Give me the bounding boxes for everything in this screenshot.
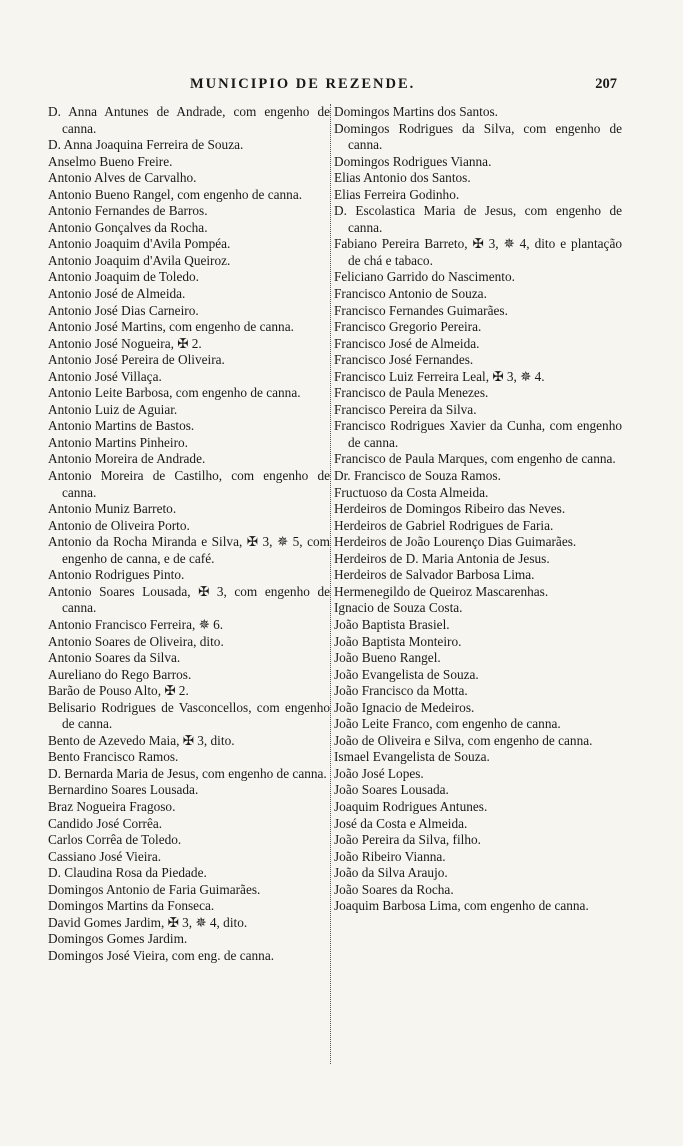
list-item: Francisco de Paula Marques, com engenho de canna. — [334, 451, 616, 467]
list-item: Francisco Rodrigues Xavier da Cunha, com engenho de canna. — [334, 418, 622, 450]
left-column — [48, 104, 330, 964]
list-item: Feliciano Garrido do Nascimento. — [334, 269, 515, 285]
list-item: Domingos Rodrigues da Silva, com engenho de canna. — [334, 120, 622, 153]
list-item: Bento de Azevedo Maia, ✠ 3, dito. — [48, 732, 235, 748]
list-item: João Bueno Rangel. — [334, 650, 441, 666]
list-item: Dr. Francisco de Souza Ramos. — [334, 468, 501, 484]
list-item: Francisco José Fernandes. — [334, 352, 474, 368]
list-item: Antonio José Villaça. — [48, 368, 162, 384]
list-item: Hermenegildo de Queiroz Mascarenhas. — [334, 583, 549, 599]
list-item: Francisco Antonio de Souza. — [334, 286, 487, 302]
list-item: Antonio José Pereira de Oliveira. — [48, 352, 225, 368]
list-item: Antonio Soares de Oliveira, dito. — [48, 633, 224, 649]
list-item: João Soares Lousada. — [334, 782, 449, 798]
list-item: Antonio Moreira de Andrade. — [48, 451, 206, 467]
list-item: João Pereira da Silva, filho. — [334, 832, 481, 848]
column-divider — [330, 104, 331, 1064]
list-item: Barão de Pouso Alto, ✠ 2. — [48, 683, 189, 699]
list-item: D. Bernarda Maria de Jesus, com engenho de canna. — [48, 765, 327, 781]
list-item: Francisco Gregorio Pereira. — [334, 319, 482, 335]
list-item: João Baptista Monteiro. — [334, 633, 462, 649]
list-item: Antonio Leite Barbosa, com engenho de canna. — [48, 385, 301, 401]
list-item: Domingos José Vieira, com eng. de canna. — [48, 947, 275, 963]
list-item: D. Escolastica Maria de Jesus, com engenho de canna. — [334, 203, 622, 235]
list-item: João da Silva Araujo. — [334, 865, 448, 881]
page-title: MUNICIPIO DE REZENDE. — [190, 76, 416, 92]
list-item: Antonio Luiz de Aguiar. — [48, 401, 178, 417]
list-item: João José Lopes. — [334, 765, 424, 781]
list-item: Domingos Martins da Fonseca. — [48, 898, 215, 914]
list-item: Herdeiros de Salvador Barbosa Lima. — [334, 567, 535, 583]
list-item: Antonio Bueno Rangel, com engenho de canna. — [48, 186, 303, 202]
list-item: Aureliano do Rego Barros. — [48, 666, 192, 682]
list-item: João Ribeiro Vianna. — [334, 848, 446, 864]
list-item: Antonio Alves de Carvalho. — [48, 170, 197, 186]
list-item: Antonio Muniz Barreto. — [48, 501, 177, 517]
list-item: Francisco José de Almeida. — [334, 335, 480, 351]
list-item: Ismael Evangelista de Souza. — [334, 749, 490, 765]
list-item: Elias Antonio dos Santos. — [334, 170, 471, 186]
page-number: 207 — [595, 76, 617, 92]
list-item: Francisco de Paula Menezes. — [334, 385, 489, 401]
list-item: D. Claudina Rosa da Piedade. — [48, 865, 207, 881]
list-item: Antonio José Nogueira, ✠ 2. — [48, 335, 202, 351]
list-item: Antonio Joaquim d'Avila Queiroz. — [48, 252, 231, 268]
list-item: Fructuoso da Costa Almeida. — [334, 484, 489, 500]
list-item: Belisario Rodrigues de Vasconcellos, com engenho de canna. — [48, 699, 330, 732]
list-item: Joaquim Barbosa Lima, com engenho de canna. — [334, 898, 589, 914]
list-item: Antonio José Martins, com engenho de canna. — [48, 319, 294, 335]
list-item: Domingos Gomes Jardim. — [48, 931, 188, 947]
list-item: Antonio de Oliveira Porto. — [48, 517, 190, 533]
list-item: Antonio Martins Pinheiro. — [48, 434, 188, 450]
list-item: Antonio Joaquim de Toledo. — [48, 269, 199, 285]
list-item: José da Costa e Almeida. — [334, 815, 468, 831]
list-item: Antonio Rodrigues Pinto. — [48, 567, 185, 583]
list-item: Anselmo Bueno Freire. — [48, 153, 173, 169]
list-item: Antonio José Dias Carneiro. — [48, 302, 199, 318]
list-item: Herdeiros de Gabriel Rodrigues de Faria. — [334, 517, 554, 533]
list-item: David Gomes Jardim, ✠ 3, ✵ 4, dito. — [48, 914, 248, 930]
list-item: João Francisco da Motta. — [334, 683, 468, 699]
list-item: Fabiano Pereira Barreto, ✠ 3, ✵ 4, dito e plantação de chá e tabaco. — [334, 236, 622, 268]
list-item: João de Oliveira e Silva, com engenho de canna. — [334, 732, 593, 748]
list-item: Bento Francisco Ramos. — [48, 749, 179, 765]
list-item: Antonio Soares da Silva. — [48, 650, 181, 666]
list-item: Domingos Martins dos Santos. — [334, 104, 499, 119]
list-item: Antonio Francisco Ferreira, ✵ 6. — [48, 616, 224, 632]
list-item: João Ignacio de Medeiros. — [334, 699, 475, 715]
list-item: Herdeiros de Domingos Ribeiro das Neves. — [334, 501, 566, 517]
list-item: Antonio da Rocha Miranda e Silva, ✠ 3, ✵ 5, com engenho de canna, e de café. — [48, 534, 330, 566]
right-column — [334, 104, 622, 915]
list-item: Antonio Soares Lousada, ✠ 3, com engenho de canna. — [48, 583, 330, 616]
list-item: João Baptista Brasiel. — [334, 616, 450, 632]
list-item: Antonio Joaquim d'Avila Pompéa. — [48, 236, 231, 252]
list-item: D. Anna Antunes de Andrade, com engenho de canna. — [48, 104, 330, 136]
list-item: Joaquim Rodrigues Antunes. — [334, 798, 488, 814]
list-item: Antonio Gonçalves da Rocha. — [48, 219, 208, 235]
list-item: D. Anna Joaquina Ferreira de Souza. — [48, 137, 244, 153]
list-item: João Leite Franco, com engenho de canna. — [334, 716, 561, 732]
list-item: Cassiano José Vieira. — [48, 848, 162, 864]
list-item: Francisco Luiz Ferreira Leal, ✠ 3, ✵ 4. — [334, 368, 545, 384]
list-item: Elias Ferreira Godinho. — [334, 186, 460, 202]
list-item: Antonio Martins de Bastos. — [48, 418, 195, 434]
list-item: Bernardino Soares Lousada. — [48, 782, 199, 798]
page-header — [0, 76, 683, 96]
list-item: Braz Nogueira Fragoso. — [48, 798, 176, 814]
list-item: Antonio Moreira de Castilho, com engenho de canna. — [48, 468, 330, 500]
list-item: Herdeiros de D. Maria Antonia de Jesus. — [334, 550, 550, 566]
list-item: Antonio José de Almeida. — [48, 286, 186, 302]
list-item: Carlos Corrêa de Toledo. — [48, 832, 182, 848]
list-item: Francisco Pereira da Silva. — [334, 401, 477, 417]
list-item: Domingos Rodrigues Vianna. — [334, 153, 492, 169]
list-item: Antonio Fernandes de Barros. — [48, 203, 208, 219]
list-item: Ignacio de Souza Costa. — [334, 600, 463, 616]
list-item: Candido José Corrêa. — [48, 815, 163, 831]
list-item: João Evangelista de Souza. — [334, 666, 479, 682]
list-item: João Soares da Rocha. — [334, 881, 454, 897]
list-item: Francisco Fernandes Guimarães. — [334, 302, 508, 318]
list-item: Domingos Antonio de Faria Guimarães. — [48, 881, 261, 897]
list-item: Herdeiros de João Lourenço Dias Guimarães. — [334, 534, 577, 550]
